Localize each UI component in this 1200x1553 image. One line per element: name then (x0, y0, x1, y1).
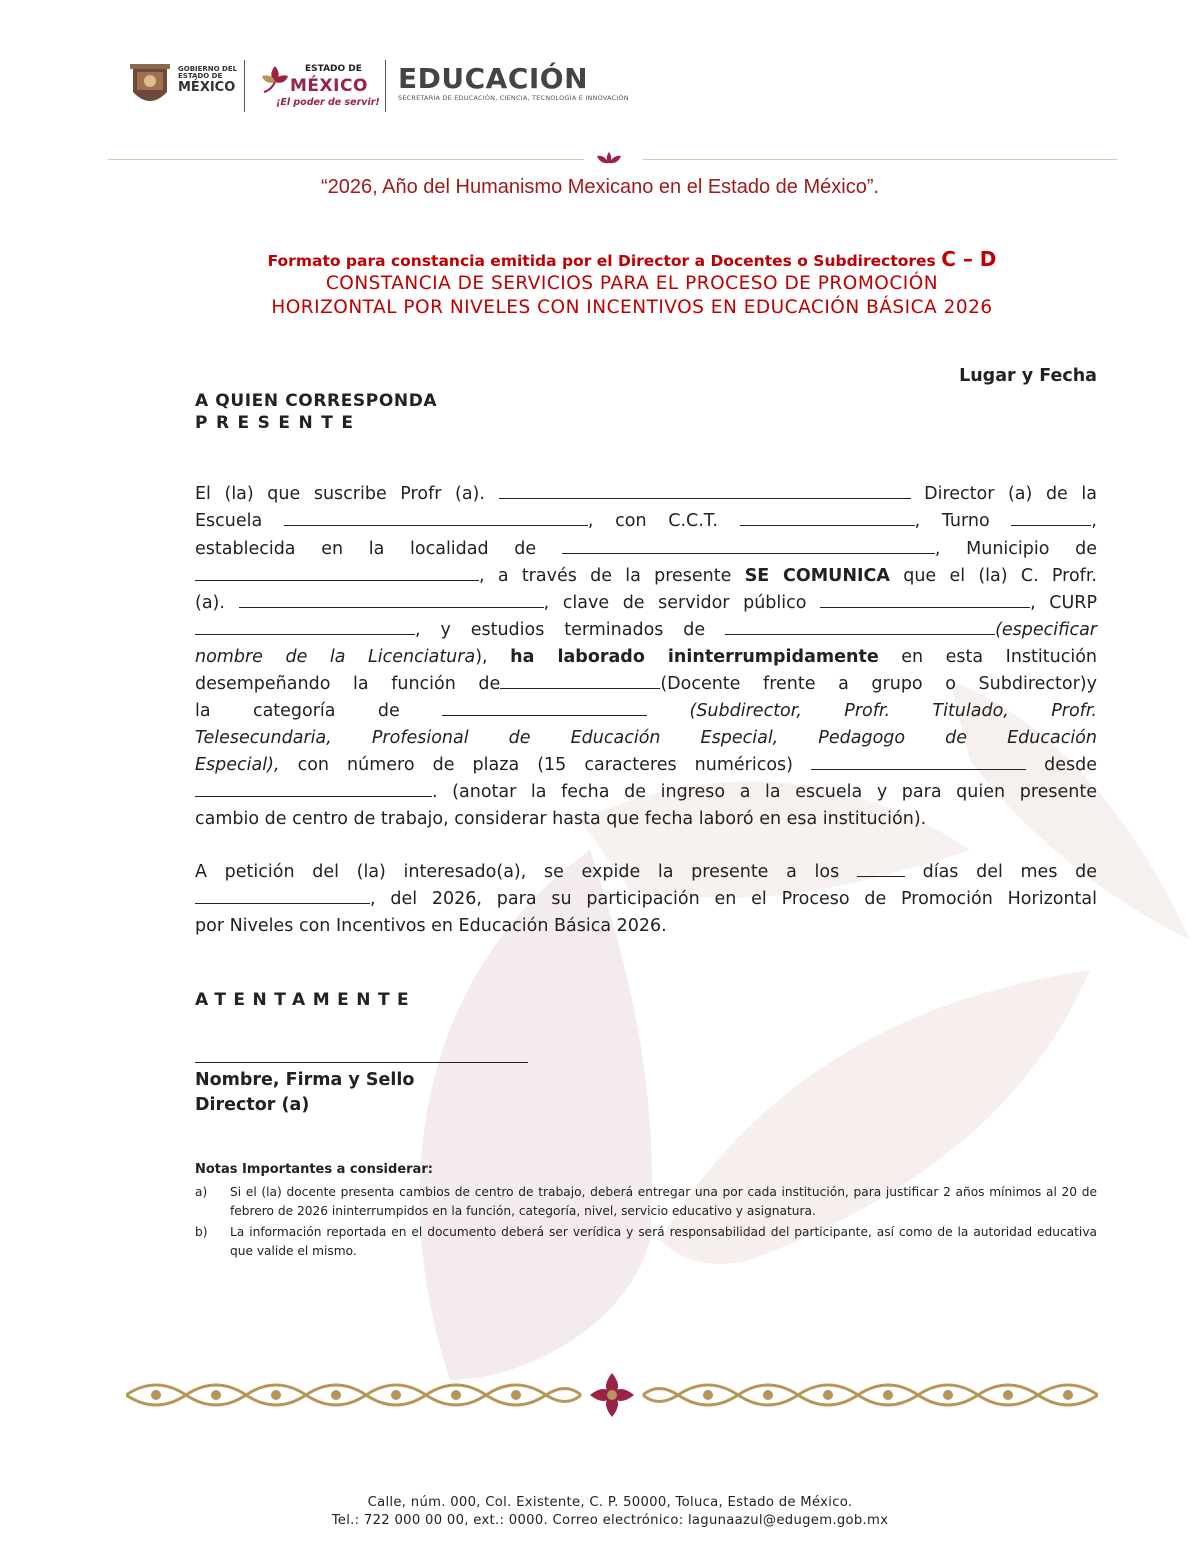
body-italic-text: (especificar (995, 620, 1097, 641)
blank-days[interactable] (857, 858, 905, 877)
petition-text: , del 2026, para su participación en el Proceso de Promoción Horizontal (370, 889, 1097, 910)
signature-block (195, 1068, 414, 1118)
petition-text: por Niveles con Incentivos en Educación Básica 2026. (195, 915, 667, 936)
year-motto: “2026, Año del Humanismo Mexicano en el Estado de México”. (320, 176, 880, 198)
body-text: , Turno (914, 511, 990, 532)
body-italic-text: nombre de la Licenciatura (195, 646, 476, 667)
body-text: y (1086, 674, 1097, 695)
note-text: Si el (la) docente presenta cambios de centro de trabajo, deberá entregar una por cada institución, para justificar 2 años mínimos al 20 de febrero de 2026 ininterrumpidos en la función, categoría, nivel, servicio educativo y asignatura. (230, 1185, 1097, 1218)
blank-function[interactable] (500, 670, 660, 689)
body-text: (a). (195, 593, 225, 614)
document-title-line-2: HORIZONTAL POR NIVELES CON INCENTIVOS EN EDUCACIÓN BÁSICA 2026 (271, 297, 993, 318)
signature-role: Director (a) (195, 1095, 310, 1115)
blank-curp[interactable] (195, 616, 415, 635)
body-text: , (1091, 511, 1097, 532)
addressee: A QUIEN CORRESPONDA (195, 391, 438, 411)
state-coat-of-arms-icon (127, 60, 173, 110)
signature-label: Nombre, Firma y Sello (195, 1070, 415, 1090)
decorative-ornament-border (126, 1370, 1098, 1420)
education-title: EDUCACIÓN (398, 62, 589, 95)
body-text: con número de plaza (15 caracteres numéricos) (297, 754, 793, 775)
format-code: C – D (941, 247, 997, 271)
body-text: Director (a) de la (924, 484, 1097, 504)
blank-cct[interactable] (740, 507, 915, 526)
body-text: desempeñando la función de (195, 674, 501, 695)
note-text: La información reportada en el documento deberá ser verídica y será responsabilidad del participante, así como de la autoridad educativa que valide el mismo. (230, 1225, 1097, 1258)
edo-slogan: ¡El poder de servir! (276, 97, 380, 108)
signature-line[interactable] (195, 1062, 528, 1063)
body-text: (Docente frente a grupo o Subdirector) (660, 674, 1087, 695)
note-item (195, 1223, 1097, 1261)
blank-start-date[interactable] (195, 778, 432, 797)
body-text: , con C.C.T. (587, 511, 718, 532)
body-text: . (anotar la fecha de ingreso a la escuela y para quien presente (432, 782, 1097, 803)
body-text: Escuela (195, 511, 263, 532)
blank-locality[interactable] (562, 535, 935, 554)
format-label (0, 247, 1200, 271)
edo-mexico-wordmark: MÉXICO (290, 76, 368, 96)
document-title-line-1: CONSTANCIA DE SERVICIOS PARA EL PROCESO DE PROMOCIÓN (325, 273, 939, 294)
body-text: , CURP (1030, 593, 1097, 614)
footer-contact: Tel.: 722 000 00 00, ext.: 0000. Correo electrónico: lagunaazul@edugem.gob.mx (331, 1513, 889, 1528)
body-text: , a través de la presente (479, 565, 732, 586)
format-text: Formato para constancia emitida por el Director a Docentes o Subdirectores (267, 252, 936, 270)
body-text: , Municipio de (934, 538, 1097, 559)
education-subtitle: SECRETARÍA DE EDUCACIÓN, CIENCIA, TECNOLOGÍA E INNOVACIÓN (398, 94, 629, 102)
body-bold-text: SE COMUNICA (744, 565, 890, 586)
body-italic-text: Telesecundaria, Profesional de Educación Especial, Pedagogo de Educación (195, 727, 1097, 748)
body-text: la categoría de (195, 701, 400, 722)
petition-text: días del mes de (922, 862, 1097, 882)
rule-flower-icon (594, 149, 624, 167)
body-text: desde (1044, 754, 1097, 775)
blank-month[interactable] (195, 885, 370, 904)
body-text: establecida en la localidad de (195, 538, 537, 559)
petition-text: A petición del (la) interesado(a), se expide la presente a los (195, 862, 840, 882)
atentamente-label: ATENTAMENTE (195, 990, 417, 1010)
gov-label-top: GOBIERNO DEL (178, 65, 238, 73)
gov-label-mid: ESTADO DE (178, 72, 223, 81)
body-text: ), (475, 646, 488, 667)
body-text: cambio de centro de trabajo, considerar hasta que fecha laboró en esa institución). (195, 808, 927, 829)
blank-school-name[interactable] (284, 507, 588, 526)
note-item (195, 1183, 1097, 1221)
body-italic-text: Especial), (195, 754, 280, 775)
body-bold-text: ha laborado ininterrumpidamente (510, 646, 879, 667)
blank-category[interactable] (442, 697, 647, 716)
blank-municipality[interactable] (195, 562, 479, 581)
header-divider-2 (385, 60, 386, 112)
header-divider-1 (244, 60, 245, 112)
body-text: que el (la) C. Profr. (903, 565, 1097, 586)
note-label: a) (195, 1185, 208, 1199)
header-rule-right (643, 159, 1117, 160)
body-text: , clave de servidor público (543, 593, 807, 614)
body-text: , y estudios terminados de (415, 620, 706, 641)
blank-plaza-number[interactable] (811, 751, 1026, 770)
body-text: en esta Institución (901, 646, 1097, 667)
header-rule-left (108, 159, 584, 160)
blank-teacher-name[interactable] (499, 480, 911, 499)
blank-server-key[interactable] (820, 589, 1030, 608)
blank-teacher-fullname[interactable] (239, 589, 544, 608)
place-and-date: Lugar y Fecha (959, 366, 1097, 386)
body-paragraph (195, 480, 1097, 832)
presente-label: PRESENTE (195, 413, 362, 433)
gov-label-big: MÉXICO (178, 79, 236, 95)
edo-label: ESTADO DE (305, 64, 362, 74)
body-italic-text: (Subdirector, Profr. Titulado, Profr. (689, 701, 1097, 722)
petition-paragraph (195, 858, 1097, 939)
note-label: b) (195, 1225, 208, 1239)
gov-logo-label (178, 66, 237, 94)
notes-title: Notas Importantes a considerar: (195, 1162, 433, 1177)
body-text: El (la) que suscribe Profr (a). (195, 484, 485, 504)
blank-studies[interactable] (725, 616, 995, 635)
blank-turno[interactable] (1011, 507, 1091, 526)
footer-address: Calle, núm. 000, Col. Existente, C. P. 50000, Toluca, Estado de México. (367, 1495, 853, 1510)
flower-logo-icon (258, 62, 292, 96)
